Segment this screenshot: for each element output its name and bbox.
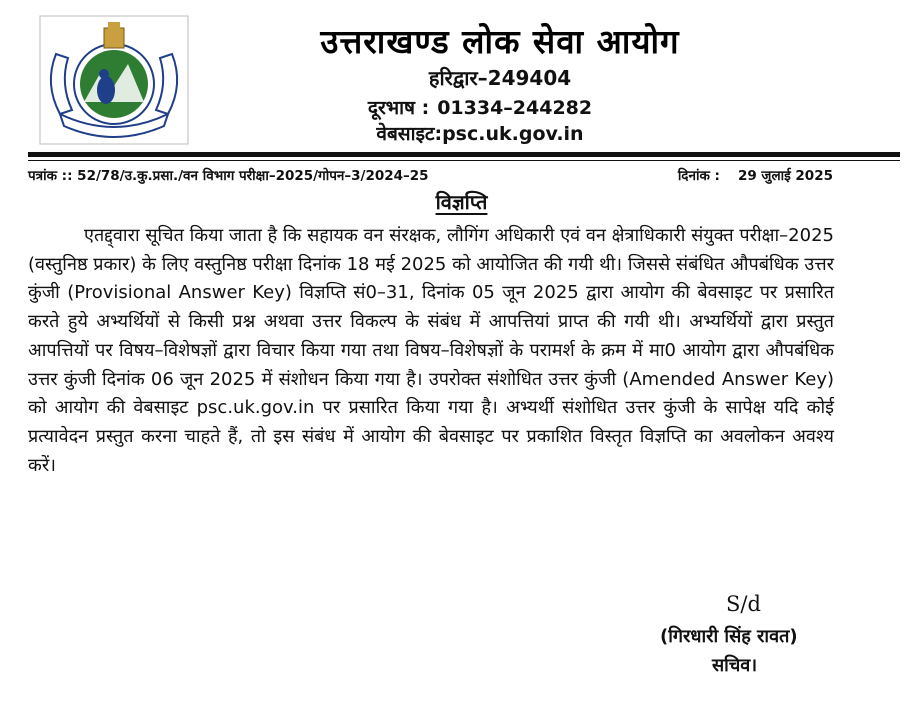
letterhead bbox=[0, 0, 923, 150]
reference-date-block bbox=[678, 166, 833, 184]
reference-date: 29 जुलाई 2025 bbox=[737, 168, 833, 184]
commission-logo bbox=[38, 14, 190, 146]
signatory-designation: सचिव। bbox=[712, 655, 758, 676]
phone-number: 01334–244282 bbox=[437, 97, 593, 119]
emblem-icon bbox=[38, 14, 190, 146]
commission-website: वेबसाइट:psc.uk.gov.in bbox=[376, 123, 584, 145]
commission-name: उत्तराखण्ड लोक सेवा आयोग bbox=[320, 22, 680, 61]
header-divider bbox=[28, 152, 900, 157]
notice-body: एतद्द्वारा सूचित किया जाता है कि सहायक वन संरक्षक, लौगिंग अधिकारी एवं वन क्षेत्राधिकारी संयुक्त परीक्षा–2025 (वस्तुनिष्ठ प्रकार) के लिए वस्तुनिष्ठ परीक्षा दिनांक 18 मई 2025 को आयोजित की गयी थी। जिससे संबंधित औपबंधिक उत्तर कुंजी (Provisional Answer Key) विज्ञप्ति सं0–31, दिनांक 05 जून 2025 द्वारा आयोग की बेवसाइट पर प्रसारित करते हुये अभ्यर्थियों से किसी प्रश्न अथवा उत्तर विकल्प के संबंध में आपत्तियां प्राप्त की गयी थी। अभ्यर्थियों द्वारा प्रस्तुत आपत्तियों पर विषय–विशेषज्ञों द्वारा विचार किया गया तथा विषय–विशेषज्ञों के परामर्श के क्रम में मा0 आयोग द्वारा औपबंधिक उत्तर कुंजी दिनांक 06 जून 2025 में संशोधन किया गया है। उपरोक्त संशोधित उत्तर कुंजी (Amended Answer Key) को आयोग की वेबसाइट psc.uk.gov.in पर प्रसारित किया गया है। अभ्यर्थी संशोधित उत्तर कुंजी के सापेक्ष यदि कोई प्रत्यावेदन प्रस्तुत करना चाहते हैं, तो इस संबंध में आयोग की बेवसाइट पर प्रकाशित विस्तृत विज्ञप्ति का अवलोकन अवश्य करें। bbox=[28, 225, 834, 476]
notice-title bbox=[0, 188, 923, 215]
reference-number: पत्रांक :: 52/78/उ.कु.प्रसा./वन विभाग परीक्षा–2025/गोपन–3/2024–25 bbox=[28, 168, 429, 184]
header-divider-thin bbox=[28, 160, 900, 161]
notice-title-text: विज्ञप्ति bbox=[435, 190, 488, 214]
commission-phone bbox=[300, 94, 660, 120]
date-label: दिनांक : bbox=[677, 168, 720, 184]
phone-label: दूरभाष : bbox=[367, 97, 430, 119]
signatory-name: (गिरधारी सिंह रावत) bbox=[660, 626, 798, 647]
commission-address: हरिद्वार–249404 bbox=[428, 66, 572, 90]
signature-sd: S/d bbox=[726, 592, 761, 616]
